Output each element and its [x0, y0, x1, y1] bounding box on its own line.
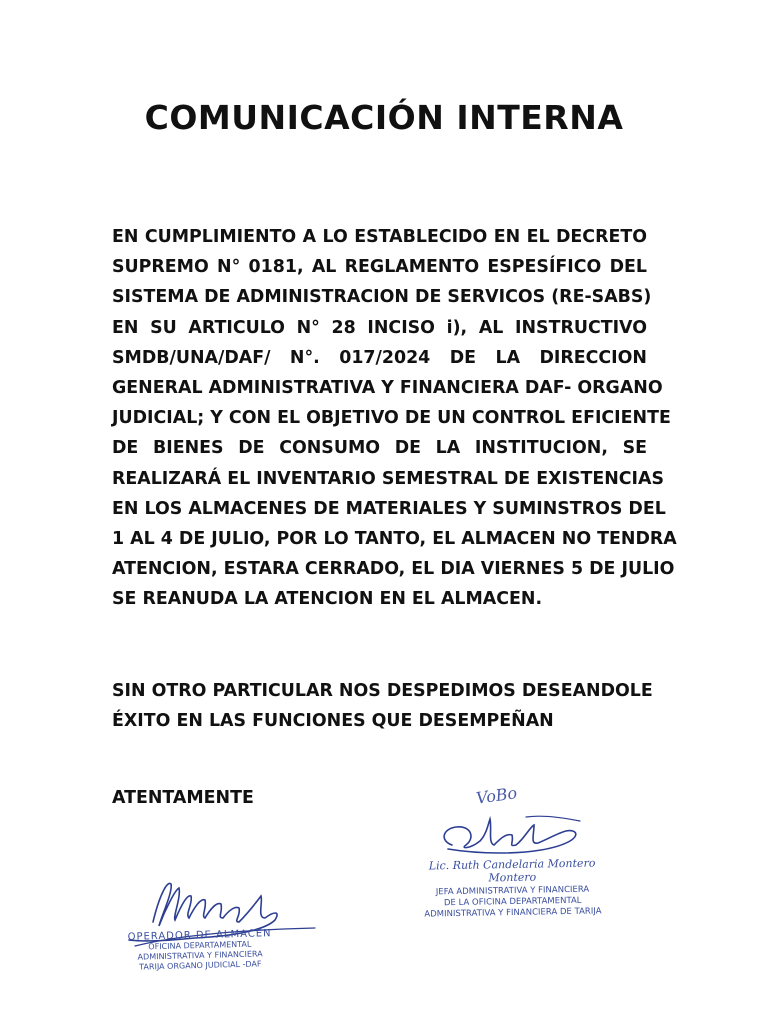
- right-stamp: [414, 856, 610, 920]
- right-stamp-line: DE LA OFICINA DEPARTAMENTAL: [443, 895, 582, 909]
- body-line: 1 AL 4 DE JULIO, POR LO TANTO, EL ALMACEN NO TENDRA: [112, 529, 677, 550]
- body-line: EN LOS ALMACENES DE MATERIALES Y SUMINSTROS DEL: [112, 498, 666, 519]
- right-stamp-name: Lic. Ruth Candelaria Montero Montero: [428, 856, 596, 885]
- left-stamp-line: TARIJA ORGANO JUDICIAL -DAF: [139, 959, 262, 972]
- closing-line: SIN OTRO PARTICULAR NOS DESPEDIMOS DESEANDOLE: [112, 681, 653, 701]
- body-line: SE REANUDA LA ATENCION EN EL ALMACEN.: [112, 589, 543, 610]
- left-stamp-title: OPERADOR DE ALMACEN: [127, 928, 272, 943]
- left-stamp-line: OFICINA DEPARTAMENTAL: [148, 939, 252, 952]
- sign-off: ATENTAMENTE: [112, 788, 254, 808]
- closing-line: ÉXITO EN LAS FUNCIONES QUE DESEMPEÑAN: [112, 711, 554, 732]
- body-line: ATENCION, ESTARA CERRADO, EL DIA VIERNES 5 DE JULIO: [112, 559, 675, 580]
- body-line: SUPREMO N° 0181, AL REGLAMENTO ESPESÍFICO DEL: [112, 257, 647, 278]
- body-line: EN SU ARTICULO N° 28 INCISO i), AL INSTRUCTIVO: [112, 317, 647, 338]
- left-stamp-line: ADMINISTRATIVA Y FINANCIERA: [137, 949, 263, 962]
- body-paragraph: [112, 222, 677, 615]
- body-line: JUDICIAL; Y CON EL OBJETIVO DE UN CONTROL EFICIENTE: [112, 408, 671, 429]
- document-title: COMUNICACIÓN INTERNA: [144, 98, 624, 137]
- vobo-note: VoBo: [474, 783, 519, 808]
- body-line: EN CUMPLIMIENTO A LO ESTABLECIDO EN EL DECRETO: [112, 227, 647, 247]
- body-line: REALIZARÁ EL INVENTARIO SEMESTRAL DE EXISTENCIAS: [112, 468, 664, 489]
- closing-paragraph: [112, 676, 653, 736]
- right-stamp-line: JEFA ADMINISTRATIVA Y FINANCIERA: [435, 884, 590, 898]
- body-line: SMDB/UNA/DAF/ N°. 017/2024 DE LA DIRECCION: [112, 347, 647, 368]
- left-stamp: [124, 928, 275, 973]
- body-line: DE BIENES DE CONSUMO DE LA INSTITUCION, SE: [112, 438, 647, 459]
- right-stamp-line: ADMINISTRATIVA Y FINANCIERA DE TARIJA: [424, 906, 602, 920]
- body-line: GENERAL ADMINISTRATIVA Y FINANCIERA DAF- ORGANO: [112, 378, 663, 399]
- body-line: SISTEMA DE ADMINISTRACION DE SERVICOS (RE-SABS): [112, 287, 652, 308]
